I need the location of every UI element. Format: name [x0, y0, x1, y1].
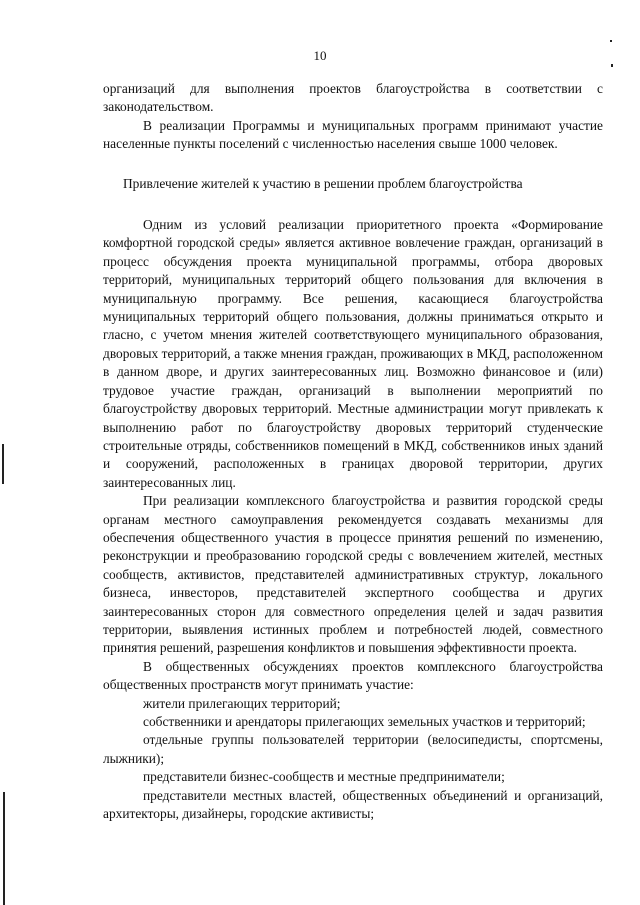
list-item: представители местных властей, общественных объединений и организаций, архитекторы, дизайнеры, городские активисты;: [103, 787, 603, 822]
paragraph: организаций для выполнения проектов благоустройства в соответствии с законодательством.: [103, 81, 603, 115]
section-heading: Привлечение жителей к участию в решении проблем благоустройства: [123, 175, 523, 191]
scan-mark: [610, 40, 612, 42]
paragraph: При реализации комплексного благоустройства и развития городской среды органам местного самоуправления рекомендуется создавать механизмы для обеспечения общественного участия в процессе принятия решений по изменению, реконструкции и преобразованию городской среды с вовлечением жителей, местных сообществ, активистов, представителей административных структур, локального бизнеса, инвесторов, представителей экспертного сообщества и других заинтересованных сторон для совместного определения целей и задач развития территории, выявления истинных проблем и потребностей людей, совместного принятия решений, разрешения конфликтов и повышения эффективности проекта.: [103, 493, 603, 656]
list-item: представители бизнес-сообществ и местные предприниматели;: [143, 769, 505, 785]
paragraph: В реализации Программы и муниципальных программ принимают участие населенные пункты поселений с численностью населения свыше 1000 человек.: [103, 117, 603, 152]
document-body: [103, 80, 603, 823]
scan-mark: [611, 64, 613, 67]
paragraph: В общественных обсуждениях проектов комплексного благоустройства общественных пространств могут принимать участие:: [103, 658, 603, 693]
paragraph: Одним из условий реализации приоритетного проекта «Формирование комфортной городской среды» является активное вовлечение граждан, организаций в процесс обсуждения проекта муниципальной программы, отбора дворовых территорий, муниципальных территорий общего пользования для включения в муниципальную программу. Все решения, касающиеся благоустройства муниципальных территорий общего пользования, должны приниматься открыто и гласно, с учетом мнения жителей соответствующего муниципального образования, дворовых территорий, а также мнения граждан, проживающих в МКД, расположенном в данном дворе, и других заинтересованных лиц. Возможно финансовое и (или) трудовое участие граждан, организаций в выполнении мероприятий по благоустройству дворовых территорий. Местные администрации могут привлекать к выполнению работ по благоустройству дворовых территорий студенческие строительные отряды, собственников помещений в МКД, собственников иных зданий и сооружений, расположенных в границах дворовой территории, других заинтересованных лиц.: [103, 217, 603, 490]
scan-edge-mark: [3, 792, 5, 905]
scan-edge-mark: [2, 444, 4, 484]
page-number: 10: [313, 48, 327, 63]
list-item: собственники и арендаторы прилегающих земельных участков и территорий;: [143, 714, 586, 729]
list-item: жители прилегающих территорий;: [143, 695, 341, 711]
list-item: отдельные группы пользователей территории (велосипедисты, спортсмены, лыжники);: [103, 732, 603, 766]
